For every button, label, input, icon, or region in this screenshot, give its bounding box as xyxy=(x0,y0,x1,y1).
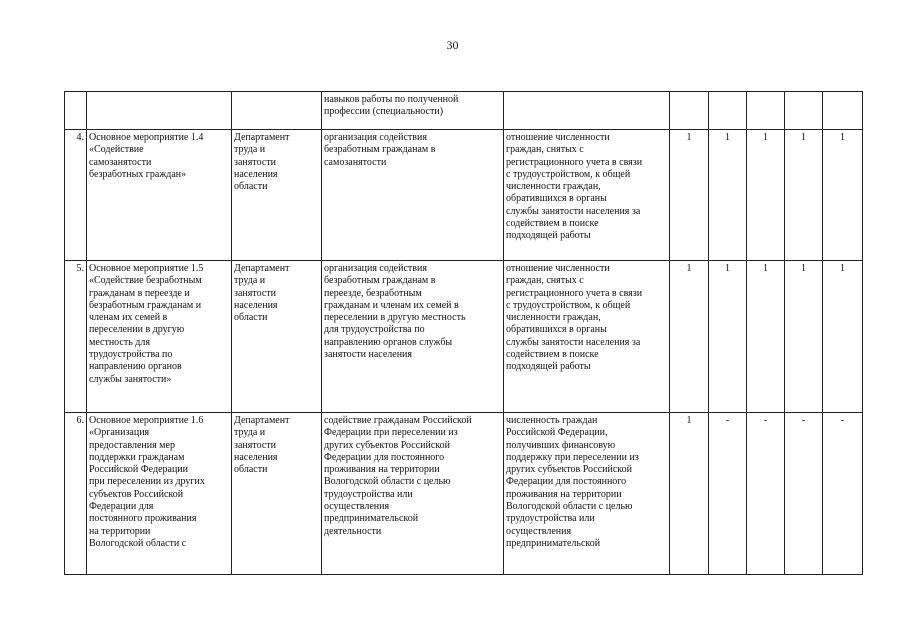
value-cell: 1 xyxy=(670,261,709,413)
event-cell: Основное мероприятие 1.6 «Организация предоставления мер поддержки гражданам Российской Федерации при переселении из других субъектов Российской Федерации для постоянного проживания на территории Вологодской области с xyxy=(87,413,232,575)
table-row xyxy=(65,413,863,575)
value-cell: - xyxy=(747,413,785,575)
executor-cell xyxy=(232,92,322,130)
value-cell xyxy=(823,92,863,130)
row-number: 4. xyxy=(65,130,87,261)
page-number: 30 xyxy=(446,38,459,52)
continuation-row xyxy=(65,92,863,130)
value-cell: 1 xyxy=(709,261,747,413)
executor-cell: Департамент труда и занятости населения области xyxy=(232,413,322,575)
row-number: 5. xyxy=(65,261,87,413)
measures-table xyxy=(64,91,863,575)
value-cell: 1 xyxy=(747,261,785,413)
value-cell: - xyxy=(709,413,747,575)
value-cell: - xyxy=(785,413,823,575)
description-cell: организация содействия безработным гражданам в переезде, безработным гражданам и членам их семей в переселении в другую местность для трудоустройства по направлению органов службы занятости населения xyxy=(322,261,504,413)
value-cell xyxy=(747,92,785,130)
value-cell: 1 xyxy=(785,130,823,261)
description-cell: навыков работы по полученной профессии (специальности) xyxy=(322,92,504,130)
value-cell: 1 xyxy=(785,261,823,413)
executor-cell: Департамент труда и занятости населения области xyxy=(232,130,322,261)
value-cell: 1 xyxy=(747,130,785,261)
indicator-cell: отношение численности граждан, снятых с регистрационного учета в связи с трудоустройством, к общей численности граждан, обратившихся в органы службы занятости населения за содействием в поиске подходящей работы xyxy=(504,261,670,413)
value-cell: 1 xyxy=(823,261,863,413)
value-cell: 1 xyxy=(670,413,709,575)
description-cell: организация содействия безработным гражданам в самозанятости xyxy=(322,130,504,261)
value-cell xyxy=(709,92,747,130)
indicator-cell: отношение численности граждан, снятых с регистрационного учета в связи с трудоустройством, к общей численности граждан, обратившихся в органы службы занятости населения за содействием в поиске подходящей работы xyxy=(504,130,670,261)
executor-cell: Департамент труда и занятости населения области xyxy=(232,261,322,413)
value-cell: 1 xyxy=(670,130,709,261)
row-number: 6. xyxy=(65,413,87,575)
table-row xyxy=(65,261,863,413)
value-cell: - xyxy=(823,413,863,575)
indicator-cell xyxy=(504,92,670,130)
table-row xyxy=(65,130,863,261)
value-cell: 1 xyxy=(709,130,747,261)
num-cell xyxy=(65,92,87,130)
value-cell: 1 xyxy=(823,130,863,261)
event-cell: Основное мероприятие 1.5 «Содействие безработным гражданам в переезде и безработным гражданам и членам их семей в переселении в другую местность для трудоустройства по направлению органов службы занятости» xyxy=(87,261,232,413)
event-cell xyxy=(87,92,232,130)
description-cell: содействие гражданам Российской Федерации при переселении из других субъектов Российской Федерации для постоянного проживания на территории Вологодской области с целью трудоустройства или осуществления предпринимательской деятельности xyxy=(322,413,504,575)
event-cell: Основное мероприятие 1.4 «Содействие самозанятости безработных граждан» xyxy=(87,130,232,261)
value-cell xyxy=(670,92,709,130)
value-cell xyxy=(785,92,823,130)
indicator-cell: численность граждан Российской Федерации, получивших финансовую поддержку при переселении из других субъектов Российской Федерации для постоянного проживания на территории Вологодской области с целью трудоустройства или осуществления предпринимательской xyxy=(504,413,670,575)
